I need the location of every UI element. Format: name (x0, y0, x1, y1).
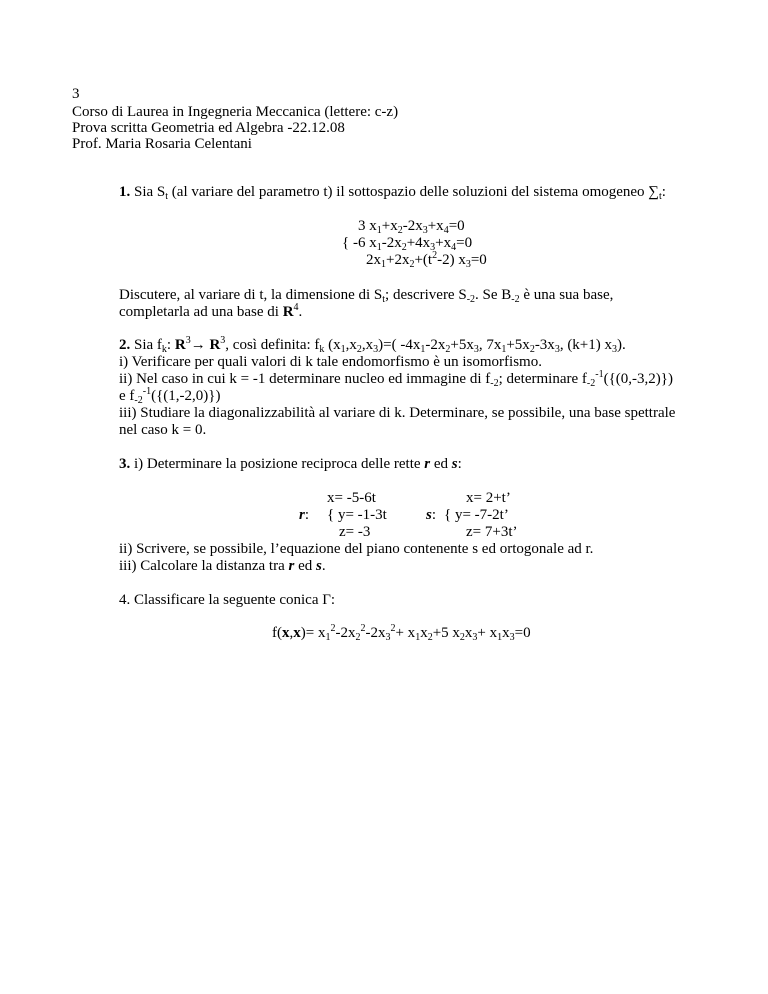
exercise-3-intro (119, 456, 462, 472)
line-s-label: s: (426, 507, 437, 523)
exercise-2-intro (119, 337, 626, 353)
exam-title: Prova scritta Geometria ed Algebra -22.12.08 (72, 120, 345, 136)
exercise-1-intro (119, 184, 666, 200)
exercise-2-item-iii-cont: nel caso k = 0. (119, 422, 207, 438)
exercise-2-statement: Sia $f_k$: $R^3\to R^3$, così definita: $f_k$ $(x_1,x_2,x_3)=$( $-4x_1-2x_2+5x_3$, $7x_1+5x_2-3x_3$, (k+1) $x_3$). (134, 335, 626, 355)
exercise-4-intro: 4. Classificare la seguente conica Γ: (119, 592, 336, 608)
exercise-1-text-1: Discutere, al variare di t, la dimensione di $S_t$; descrivere $S_{-2}$. Se $B_{-2}$ è una sua base, (119, 287, 614, 305)
line-s-z: z= 7+3t’ (466, 524, 518, 540)
line-s-y: { y= -7-2t’ (444, 507, 509, 523)
page-number: 3 (72, 86, 80, 102)
exercise-2-number: 2. (119, 337, 131, 353)
line-r-y: { y= -1-3t (327, 507, 387, 523)
exercise-2-item-i: i) Verificare per quali valori di k tale endomorfismo è un isomorfismo. (119, 354, 542, 370)
exercise-3-number: 3. (119, 456, 131, 472)
exercise-3-item-ii: ii) Scrivere, se possibile, l’equazione del piano contenente s ed ortogonale ad r. (119, 541, 594, 557)
course-title: Corso di Laurea in Ingegneria Meccanica (lettere: c-z) (72, 104, 399, 120)
line-s-x: x= 2+t’ (466, 490, 511, 506)
exercise-1-text-2: completarla ad una base di $R^4$. (119, 302, 303, 320)
conic-equation: $f(x,x)= x_1^2-2x_2^2-2x_3^2+ x_1x_2+5$ $x_2x_3+ x_1x_3=0$ (272, 623, 531, 643)
professor-name: Prof. Maria Rosaria Celentani (72, 136, 252, 152)
system-equation-2: { -6 $x_1-2x_2+4x_3+x_4=0$ (342, 235, 473, 253)
exercise-2-item-ii: ii) Nel caso in cui k = -1 determinare nucleo ed immagine di $f_{-2}$; determinare $f_{-2}^{-1}(\{(0,-3,2)\})$ (119, 369, 673, 389)
line-r-z: z= -3 (339, 524, 371, 540)
exercise-1-statement: Sia $S_t$ (al variare del parametro t) il sottospazio delle soluzioni del sistema omogeneo $\sum_t$: (134, 184, 666, 202)
exercise-3-item-iii: iii) Calcolare la distanza tra r ed s. (119, 558, 326, 574)
line-r-label: r: (299, 507, 310, 523)
exercise-2-item-ii-cont: e $f_{-2}^{-1}(\{(1,-2,0)\})$ (119, 386, 221, 406)
line-r-x: x= -5-6t (327, 490, 376, 506)
exercise-1-number: 1. (119, 184, 131, 200)
system-equation-3: $2x_1+2x_2+(t^2-2)$ $x_3=0$ (366, 250, 487, 270)
exercise-2-item-iii: iii) Studiare la diagonalizzabilità al variare di k. Determinare, se possibile, una base spettrale (119, 405, 676, 421)
exercise-3-statement: i) Determinare la posizione reciproca delle rette r ed s: (134, 456, 462, 472)
system-equation-1: 3 $x_1+x_2-2x_3+x_4=0$ (358, 218, 465, 236)
